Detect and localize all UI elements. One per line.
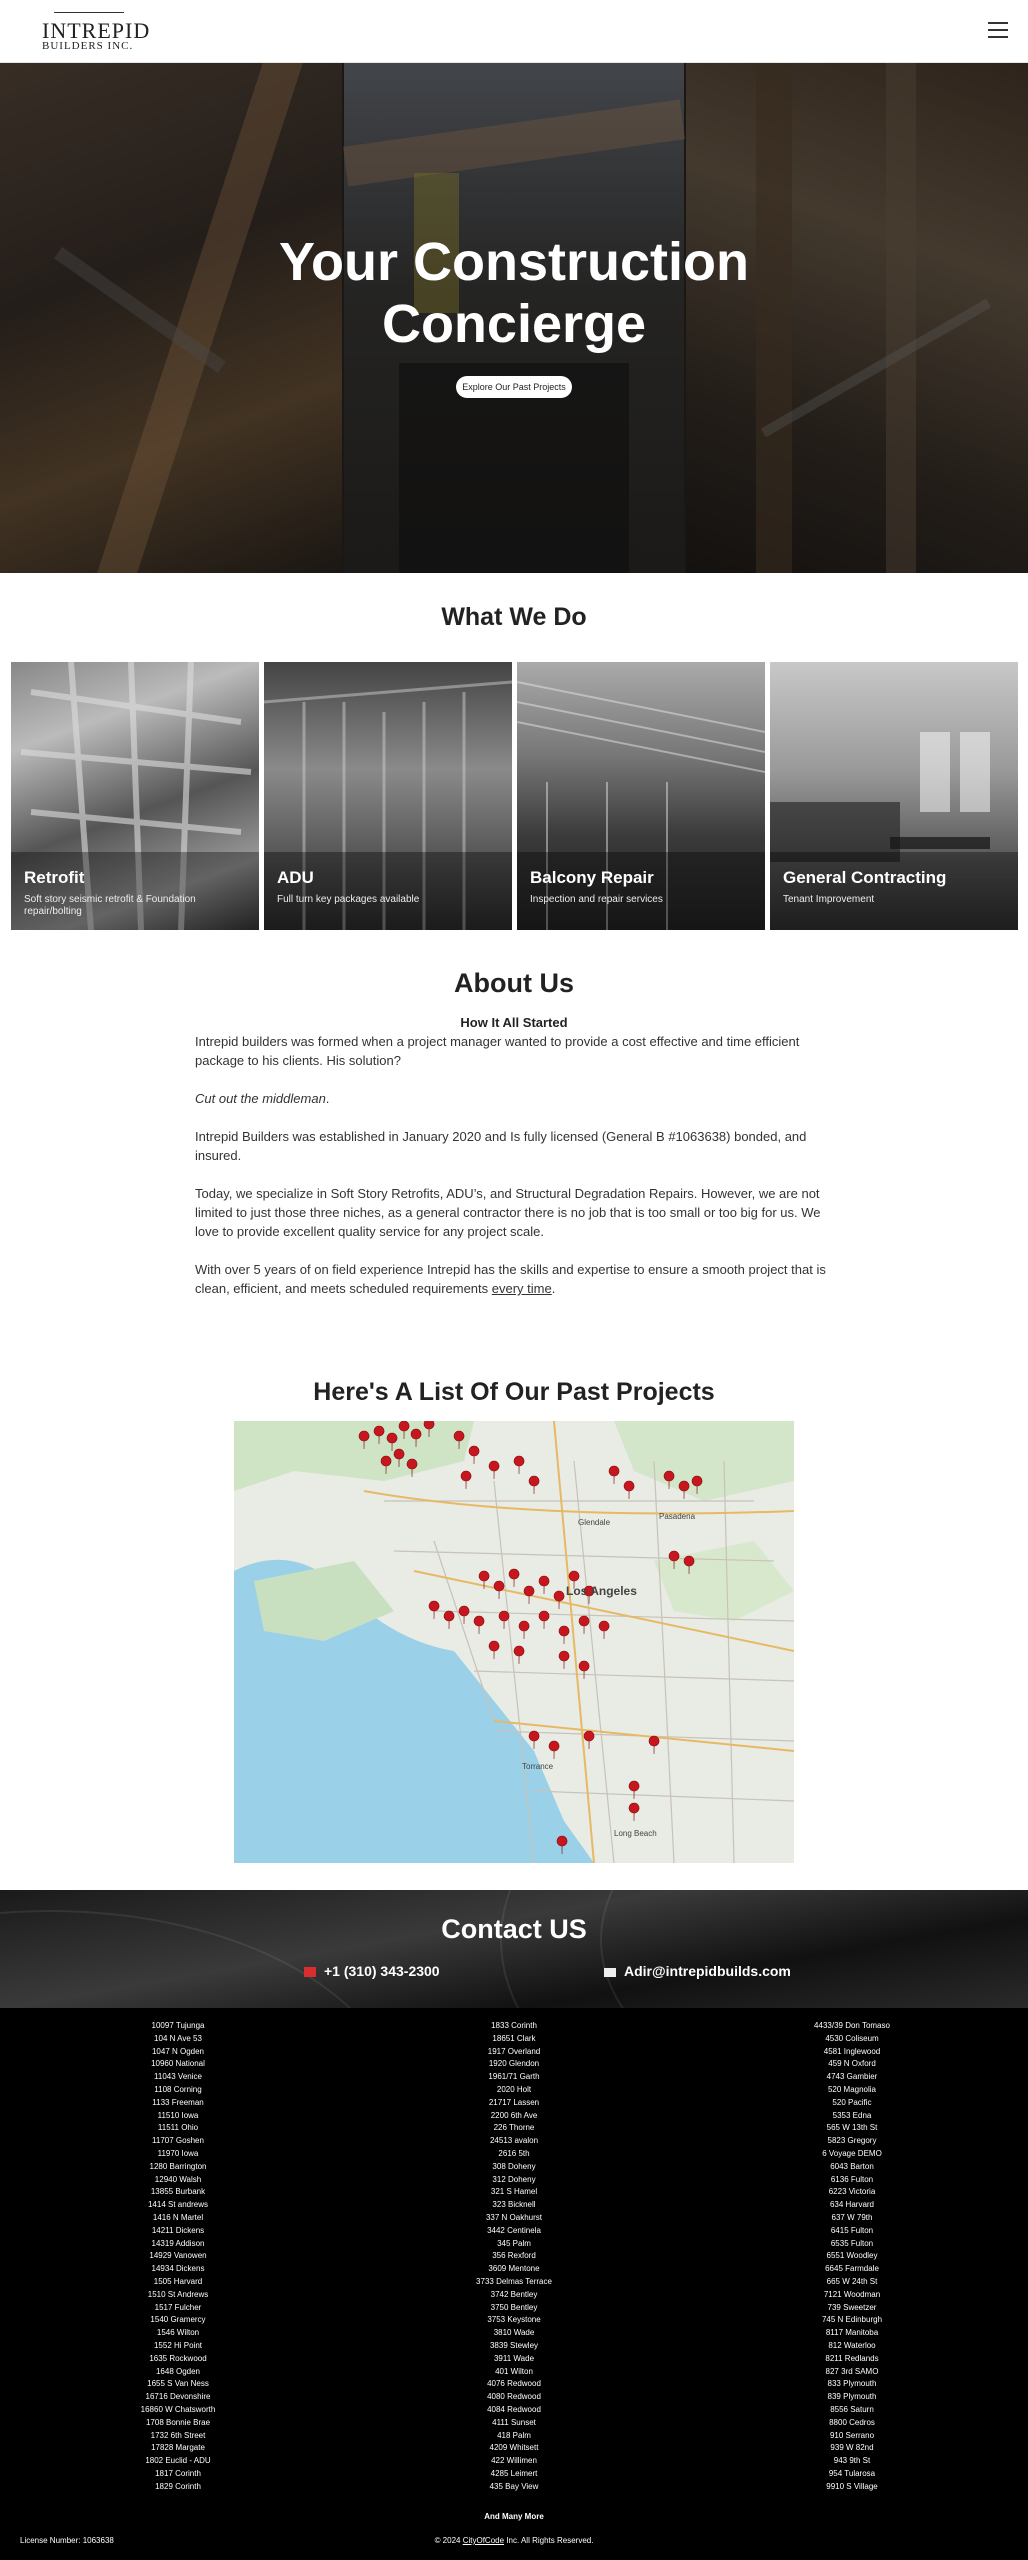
email-link[interactable]: Adir@intrepidbuilds.com [604, 1963, 791, 1979]
project-address: 4209 Whitsett [489, 2443, 539, 2453]
menu-icon[interactable] [988, 22, 1008, 38]
project-address: 4285 Leimert [490, 2468, 538, 2478]
project-address: 11707 Goshen [152, 2136, 204, 2146]
about-paragraph: Intrepid builders was formed when a project manager wanted to provide a cost effective and time efficient package to his clients. His solution? [195, 1034, 800, 1068]
project-address: 520 Magnolia [827, 2084, 877, 2094]
project-address: 226 Thorne [493, 2123, 535, 2133]
project-address: 1505 Harvard [153, 2276, 203, 2286]
project-address: 321 S Hamel [490, 2187, 538, 2197]
logo-text: INTREPID [42, 18, 151, 43]
contact-section [0, 1890, 1028, 2008]
project-address: 637 W 79th [831, 2212, 873, 2222]
project-address: 2020 Holt [496, 2084, 532, 2094]
project-address: 1047 N Ogden [151, 2046, 205, 2056]
project-address: 323 Bicknell [492, 2200, 536, 2210]
project-address: 11511 Ohio [157, 2123, 199, 2133]
project-address: 3839 Stewley [489, 2340, 539, 2350]
services-grid [11, 662, 1017, 930]
about-title: About Us [454, 968, 574, 998]
and-many-more: And Many More [484, 2512, 544, 2521]
project-address: 4530 Coliseum [825, 2033, 879, 2043]
project-address: 4581 Inglewood [823, 2046, 881, 2056]
projects-title: Here's A List Of Our Past Projects [313, 1378, 715, 1406]
project-address: 4084 Redwood [487, 2404, 541, 2414]
project-address: 422 Willimen [491, 2456, 537, 2466]
phone-link[interactable]: +1 (310) 343-2300 [304, 1963, 440, 1979]
about-paragraph: Intrepid Builders was established in January 2020 and Is fully licensed (General B #1063638) bonded, and insured. [195, 1129, 807, 1163]
project-address: 6043 Barton [830, 2161, 874, 2171]
project-address: 2200 6th Ave [490, 2110, 538, 2120]
project-address: 6223 Victoria [828, 2187, 876, 2197]
project-address: 14934 Dickens [151, 2264, 205, 2274]
project-address: 14929 Vanowen [149, 2251, 207, 2261]
rebar-image [11, 662, 259, 930]
project-address: 6551 Woodley [826, 2251, 878, 2261]
project-address: 665 W 24th St [826, 2276, 878, 2286]
project-address: 4111 Sunset [492, 2417, 536, 2427]
project-address: 1635 Rockwood [149, 2353, 207, 2363]
project-address: 11043 Venice [154, 2072, 202, 2082]
project-address: 14211 Dickens [151, 2225, 205, 2235]
service-desc: Inspection and repair services [530, 894, 663, 905]
project-address: 104 N Ave 53 [154, 2033, 202, 2043]
service-title: Balcony Repair [530, 868, 654, 887]
phone-icon [304, 1967, 316, 1977]
project-address: 954 Tularosa [828, 2468, 876, 2478]
project-address: 910 Serrano [829, 2430, 875, 2440]
project-address: 739 Sweetzer [827, 2302, 877, 2312]
footer [0, 2008, 1028, 2560]
project-address: 337 N Oakhurst [485, 2212, 543, 2222]
project-address: 16716 Devonshire [145, 2392, 211, 2402]
map-label: Los Angeles [566, 1584, 637, 1598]
framing-image [264, 662, 512, 930]
hero-section [0, 63, 1028, 573]
project-address: 1708 Bonnie Brae [145, 2417, 211, 2427]
project-address: 1108 Corning [154, 2084, 202, 2094]
project-address: 520 Pacific [832, 2097, 872, 2107]
hero-title: Your Construction Concierge [279, 232, 749, 354]
map-label: Torrance [522, 1762, 554, 1771]
service-card-general[interactable] [770, 662, 1018, 930]
project-address: 17828 Margate [151, 2443, 205, 2453]
what-we-do-title: What We Do [441, 603, 587, 631]
service-card-adu[interactable] [264, 662, 512, 930]
project-address: 1416 N Martel [152, 2212, 204, 2222]
project-address: 3911 Wade [493, 2353, 535, 2363]
project-address: 3753 Keystone [487, 2315, 541, 2325]
cityofcode-link[interactable]: CityOfCode [462, 2536, 505, 2545]
logo[interactable] [42, 12, 151, 54]
project-address: 10960 National [151, 2059, 205, 2069]
project-address: 24513 avalon [489, 2136, 539, 2146]
project-address: 6415 Fulton [830, 2225, 874, 2235]
project-address: 3609 Mentone [488, 2264, 540, 2274]
map-label: Long Beach [614, 1829, 657, 1838]
project-address: 345 Palm [497, 2238, 531, 2248]
project-address: 6 Voyage DEMO [822, 2148, 882, 2158]
project-address: 10097 Tujunga [151, 2021, 205, 2030]
service-card-retrofit[interactable] [11, 662, 259, 930]
project-address: 8800 Cedros [829, 2417, 875, 2427]
project-address: 6645 Farmdale [825, 2264, 879, 2274]
project-address: 4076 Redwood [487, 2379, 541, 2389]
project-address: 13855 Burbank [150, 2187, 206, 2197]
project-address: 3750 Bentley [490, 2302, 538, 2312]
project-address: 3742 Bentley [490, 2289, 538, 2299]
project-address: 1833 Corinth [491, 2021, 537, 2030]
project-address: 1829 Corinth [155, 2481, 201, 2491]
project-address: 3733 Delmas Terrace [476, 2276, 552, 2286]
project-address: 1546 Wilton [156, 2328, 200, 2338]
copyright: © 2024 CityOfCode Inc. All Rights Reserved. [434, 2536, 594, 2545]
project-address: 1510 St Andrews [147, 2289, 209, 2299]
project-address: 1655 S Van Ness [147, 2379, 209, 2389]
project-list-col [752, 2020, 952, 2493]
project-address: 1552 Hi Point [153, 2340, 203, 2350]
license-number: License Number: 1063638 [20, 2536, 114, 2545]
project-address: 459 N Oxford [828, 2059, 876, 2069]
project-address: 11970 Iowa [157, 2148, 199, 2158]
project-address: 5353 Edna [832, 2110, 872, 2120]
every-time-link[interactable]: every time [491, 1281, 552, 1296]
project-address: 943 9th St [833, 2456, 871, 2466]
project-address: 1648 Ogden [155, 2366, 201, 2376]
project-address: 21717 Lassen [488, 2097, 540, 2107]
project-address: 1280 Barrington [149, 2161, 207, 2171]
project-address: 7121 Woodman [823, 2289, 881, 2299]
logo-subtext: BUILDERS INC. [42, 40, 134, 52]
project-address: 16860 W Chatsworth [140, 2404, 216, 2414]
about-paragraph: Today, we specialize in Soft Story Retrofits, ADU’s, and Structural Degradation Repairs. However, we are not limited to just those three niches, as a general contractor there is no job that is too small or too big for us. We love to provide excellent quality service for any project scale. [195, 1186, 821, 1239]
project-address: 3442 Centinela [487, 2225, 541, 2235]
service-card-balcony[interactable] [517, 662, 765, 930]
project-address: 565 W 13th St [826, 2123, 878, 2133]
project-address: 435 Bay View [489, 2481, 539, 2491]
project-address: 1917 Overland [487, 2046, 541, 2056]
project-address: 1414 St andrews [147, 2200, 209, 2210]
project-address: 4080 Redwood [487, 2392, 541, 2402]
mail-icon [604, 1968, 616, 1977]
service-title: Retrofit [24, 868, 85, 887]
project-address: 418 Palm [497, 2430, 531, 2440]
about-body [195, 1032, 835, 1317]
project-address: 839 Plymouth [827, 2392, 877, 2402]
service-title: ADU [277, 868, 314, 887]
about-paragraph: With over 5 years of on field experience Intrepid has the skills and expertise to ensure a smooth project that is clean, efficient, and meets scheduled requirements every time. [195, 1262, 826, 1296]
map-canvas [234, 1421, 794, 1863]
project-address: 827 3rd SAMO [825, 2366, 879, 2376]
project-address: 634 Harvard [829, 2200, 875, 2210]
project-address: 8211 Redlands [825, 2353, 879, 2363]
project-address: 1817 Corinth [155, 2468, 201, 2478]
project-address: 812 Waterloo [828, 2340, 876, 2350]
balcony-image [517, 662, 765, 930]
project-address: 1802 Euclid - ADU [145, 2456, 211, 2466]
project-address: 1517 Fulcher [154, 2302, 202, 2312]
service-title: General Contracting [783, 868, 947, 887]
project-address: 11510 Iowa [157, 2110, 199, 2120]
project-address: 939 W 82nd [830, 2443, 874, 2453]
project-address: 2616 5th [498, 2148, 530, 2158]
project-address: 312 Doheny [492, 2174, 536, 2184]
project-address: 1540 Gramercy [150, 2315, 206, 2325]
project-list-col [78, 2020, 278, 2493]
project-address: 308 Doheny [492, 2161, 536, 2171]
site-header [0, 0, 1028, 63]
project-address: 745 N Edinburgh [821, 2315, 883, 2325]
map-label: Pasadena [659, 1512, 696, 1521]
project-address: 833 Plymouth [827, 2379, 877, 2389]
project-address: 18651 Clark [492, 2033, 536, 2043]
project-address: 1133 Freeman [152, 2097, 204, 2107]
project-address: 9910 S Village [826, 2481, 878, 2491]
project-address: 4743 Gambier [826, 2072, 878, 2082]
project-address: 1920 Glendon [488, 2059, 540, 2069]
projects-map[interactable] [234, 1421, 794, 1863]
project-address: 6535 Fulton [830, 2238, 874, 2248]
project-address: 4433/39 Don Tomaso [814, 2021, 890, 2030]
project-address: 6136 Fulton [830, 2174, 874, 2184]
project-address: 8556 Saturn [830, 2404, 874, 2414]
explore-projects-button[interactable]: Explore Our Past Projects [456, 376, 572, 398]
contact-title: Contact US [441, 1914, 587, 1944]
about-paragraph: Cut out the middleman. [195, 1091, 330, 1106]
project-address: 1961/71 Garth [488, 2072, 540, 2082]
project-address: 401 Wilton [495, 2366, 533, 2376]
about-subtitle: How It All Started [460, 1015, 568, 1030]
kitchen-image [770, 662, 1018, 930]
project-list-col [414, 2020, 614, 2493]
project-address: 14319 Addison [151, 2238, 205, 2248]
service-desc: Tenant Improvement [783, 894, 875, 905]
project-address: 12940 Walsh [154, 2174, 202, 2184]
project-address: 5823 Gregory [827, 2136, 877, 2146]
project-address: 356 Rexford [492, 2251, 536, 2261]
project-address: 1732 6th Street [150, 2430, 206, 2440]
project-address: 8117 Manitoba [825, 2328, 879, 2338]
service-desc: Full turn key packages available [277, 894, 420, 905]
project-address: 3810 Wade [493, 2328, 535, 2338]
map-label: Glendale [578, 1518, 611, 1527]
service-desc: Soft story seismic retrofit & Foundation repair/bolting [24, 894, 196, 917]
